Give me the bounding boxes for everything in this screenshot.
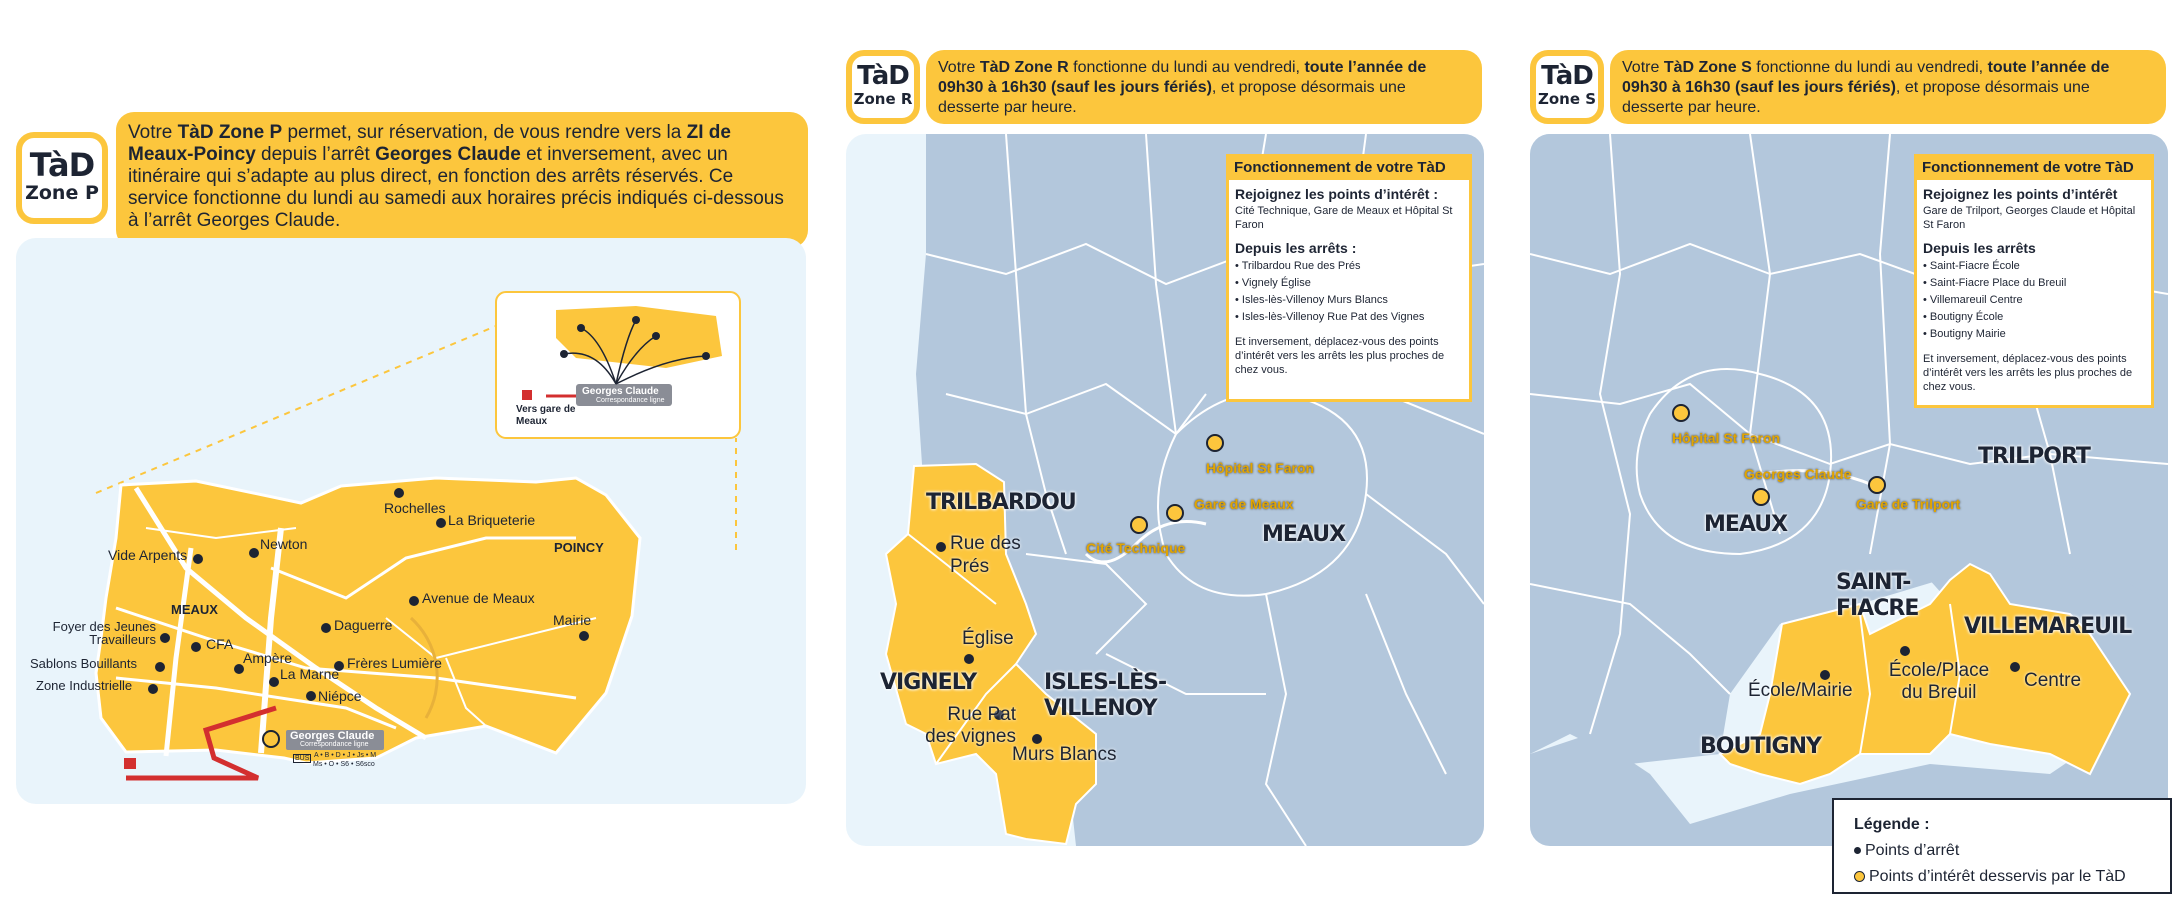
zone-r-info-stops-title: Depuis les arrêts : (1235, 240, 1357, 256)
stop-avenue-meaux: Avenue de Meaux (422, 590, 535, 606)
poi-dot-hopital (1206, 434, 1224, 452)
zone-s-info-footer: Et inversement, déplacez-vous des points d’intérêt vers les arrêts les plus proches de chez vous. (1923, 353, 2133, 393)
zone-p-badge (16, 132, 108, 224)
stop-fjt: Foyer des Jeunes Travailleurs (52, 619, 156, 647)
zone-r-info-stop: • Isles-lès-Villenoy Rue Pat des Vignes (1235, 309, 1463, 325)
zone-p-badge-zone: Zone P (25, 182, 99, 204)
stop-briqueterie: La Briqueterie (448, 512, 536, 528)
stop-daguerre: Daguerre (334, 617, 393, 633)
zone-r-info-heading: Fonctionnement de votre TàD (1228, 156, 1470, 180)
poi-dot-cite-technique (1130, 516, 1148, 534)
stop-mairie: Mairie (553, 612, 592, 628)
zone-s-info-stop: • Villemareuil Centre (1923, 292, 2145, 308)
poi-dot-gare-trilport (1868, 476, 1886, 494)
poi-cite-technique: Cité Technique (1086, 540, 1186, 556)
stop-dot-daguerre (321, 623, 331, 633)
stop-dot-newton (249, 548, 259, 558)
stop-eglise: Église (962, 628, 1014, 649)
stop-dot-niepce (306, 691, 316, 701)
zone-r-info-poi-title: Rejoignez les points d’intérêt : (1235, 186, 1439, 202)
stop-niepce: Niépce (318, 688, 362, 704)
zone-p-intro: Votre TàD Zone P permet, sur réservation, de vous rendre vers la ZI de Meaux-Poincy depuis l’arrêt Georges Claude et inversement, avec un itinéraire qui s’adapte au plus direct, en fonction des arrêts réservés. Ce service fonctionne du lundi au samedi aux horaires précis indiqués ci-dessous à l’arrêt Georges Claude. (116, 112, 808, 248)
stop-murs-blancs: Murs Blancs (1012, 744, 1117, 765)
zone-s-info-stop: • Boutigny École (1923, 309, 2145, 325)
zone-r-info-footer: Et inversement, déplacez-vous des points d’intérêt vers les arrêts les plus proches de chez vous. (1235, 336, 1445, 376)
zone-p-badge-brand: TàD (29, 146, 95, 184)
legend-poi-label: Points d’intérêt desservis par le TàD (1869, 868, 2126, 885)
zone-s-info-stop: • Saint-Fiacre École (1923, 258, 2145, 274)
zone-r-info-stop: • Trilbardou Rue des Prés (1235, 258, 1463, 274)
town-villemareuil: VILLEMAREUIL (1964, 614, 2132, 639)
zone-r-info-box (1226, 154, 1472, 402)
legend-stop-icon (1854, 847, 1861, 854)
zone-r-info-stop: • Isles-lès-Villenoy Murs Blancs (1235, 292, 1463, 308)
stop-ampere: Ampère (243, 650, 293, 666)
poi-dot-hopital-s (1672, 404, 1690, 422)
zone-s-badge (1530, 50, 1604, 124)
zone-r-info-poi-text: Cité Technique, Gare de Meaux et Hôpital St Faron (1235, 205, 1453, 231)
zone-s-info-box (1914, 154, 2154, 408)
stop-rue-pat-des-vignes: Rue Pat des vignes (925, 704, 1016, 747)
stop-dot-centre (2010, 662, 2020, 672)
stop-dot-vide-arpents (193, 554, 203, 564)
poi-gare-trilport: Gare de Trilport (1856, 496, 1961, 512)
stop-la-marne: La Marne (280, 666, 340, 682)
stop-dot-ecole-place (1900, 646, 1910, 656)
zone-s-info-poi-text: Gare de Trilport, Georges Claude et Hôpital St Faron (1923, 205, 2136, 231)
stop-vide-arpents: Vide Arpents (108, 547, 188, 563)
zone-p-area-poincy: POINCY (554, 540, 604, 555)
town-trilbardou: TRILBARDOU (926, 490, 1076, 515)
town-meaux-s: MEAUX (1704, 512, 1788, 537)
zone-s-info-stops-list (1923, 258, 2145, 342)
stop-dot-avenue-meaux (409, 596, 419, 606)
town-trilport: TRILPORT (1978, 444, 2090, 469)
poi-hopital-st-faron: Hôpital St Faron (1206, 460, 1315, 476)
legend-poi-icon (1854, 871, 1865, 882)
stop-dot-briqueterie (436, 518, 446, 528)
stop-dot-fjt (160, 633, 170, 643)
zone-p-map-panel (16, 238, 806, 804)
stop-dot-mairie (579, 631, 589, 641)
poi-gare-meaux: Gare de Meaux (1194, 496, 1294, 512)
stop-dot-murs-blancs (1032, 734, 1042, 744)
stop-ecole-mairie: École/Mairie (1748, 680, 1853, 701)
terminal-stop-box (286, 730, 384, 750)
stop-freres-lumiere: Frères Lumière (347, 655, 442, 671)
terminal-lines-2: Ms • O • S6 • S6sco (313, 761, 375, 768)
stop-rochelles: Rochelles (384, 500, 446, 516)
zone-s-info-stop: • Saint-Fiacre Place du Breuil (1923, 275, 2145, 291)
terminal-poi-dot (262, 730, 280, 748)
poi-georges-claude: Georges Claude (1744, 466, 1852, 482)
stop-dot-sablons (155, 662, 165, 672)
terminal-stop-sub: Correspondance ligne (300, 741, 369, 748)
stop-ecole-place-du-breuil: École/Place du Breuil (1888, 660, 1990, 703)
stop-dot-eglise (964, 654, 974, 664)
legend-stop-label: Points d’arrêt (1865, 842, 1960, 859)
zone-s-intro: Votre TàD Zone S fonctionne du lundi au vendredi, toute l’année de 09h30 à 16h30 (sauf les jours fériés), et propose désormais une desserte par heure. (1610, 50, 2166, 124)
zone-r-badge-zone: Zone R (853, 90, 913, 108)
inset-direction-label: Vers gare de Meaux (516, 404, 576, 427)
stop-zone-industrielle: Zone Industrielle (36, 678, 133, 693)
legend (1832, 798, 2172, 894)
town-meaux: MEAUX (1262, 522, 1346, 547)
zone-s-map-panel (1530, 134, 2168, 846)
zone-s-badge-zone: Zone S (1537, 90, 1597, 108)
zone-s-info-heading: Fonctionnement de votre TàD (1916, 156, 2152, 180)
stop-sablons: Sablons Bouillants (30, 656, 137, 671)
zone-r-badge-brand: TàD (857, 61, 909, 91)
zone-s-info-poi-title: Rejoignez les points d’intérêt (1923, 186, 2118, 202)
legend-title: Légende : (1854, 816, 1930, 833)
zone-r-badge (846, 50, 920, 124)
zone-r-info-stops-list (1235, 258, 1463, 325)
zone-r-info-stop: • Vignely Église (1235, 275, 1463, 291)
stop-dot-la-marne (269, 677, 279, 687)
zone-p-area-meaux: MEAUX (171, 602, 218, 617)
stop-dot-rue-des-pres (936, 542, 946, 552)
town-isles-les-villenoy: ISLES-LÈS-VILLENOY (1044, 670, 1167, 721)
stop-centre: Centre (2024, 670, 2082, 691)
poi-hopital-st-faron-s: Hôpital St Faron (1672, 430, 1781, 446)
zone-r-map-panel (846, 134, 1484, 846)
terminal-stop-name: Georges Claude (290, 730, 375, 742)
stop-rue-des-pres: Rue des Prés (950, 533, 1021, 577)
stop-dot-ecole-mairie (1820, 670, 1830, 680)
legend-stop-row (1854, 838, 2150, 864)
town-vignely: VIGNELY (880, 670, 977, 695)
legend-poi-row (1854, 864, 2150, 890)
town-saint-fiacre: SAINT-FIACRE (1836, 570, 1919, 621)
zone-s-info-stop: • Boutigny Mairie (1923, 326, 2145, 342)
stop-dot-zone-industrielle (148, 684, 158, 694)
stop-dot-rochelles (394, 488, 404, 498)
zone-r-intro: Votre TàD Zone R fonctionne du lundi au vendredi, toute l’année de 09h30 à 16h30 (sauf les jours fériés), et propose désormais une desserte par heure. (926, 50, 1482, 124)
terminal-bus-tag: BUS (295, 755, 310, 762)
stop-cfa: CFA (206, 636, 234, 652)
inset-stop-label: Georges Claude (582, 386, 659, 397)
town-boutigny: BOUTIGNY (1700, 734, 1821, 759)
inset-stop-sub: Correspondance ligne (596, 397, 665, 404)
poi-dot-gare-meaux (1166, 504, 1184, 522)
zone-s-badge-brand: TàD (1541, 61, 1593, 91)
zone-p-map (16, 238, 806, 804)
poi-dot-georges-claude (1752, 488, 1770, 506)
zone-s-info-stops-title: Depuis les arrêts (1923, 240, 2036, 256)
stop-newton: Newton (260, 536, 308, 552)
stop-dot-cfa (191, 642, 201, 652)
terminal-lines: A • B • D • J • Js • M (314, 752, 377, 759)
